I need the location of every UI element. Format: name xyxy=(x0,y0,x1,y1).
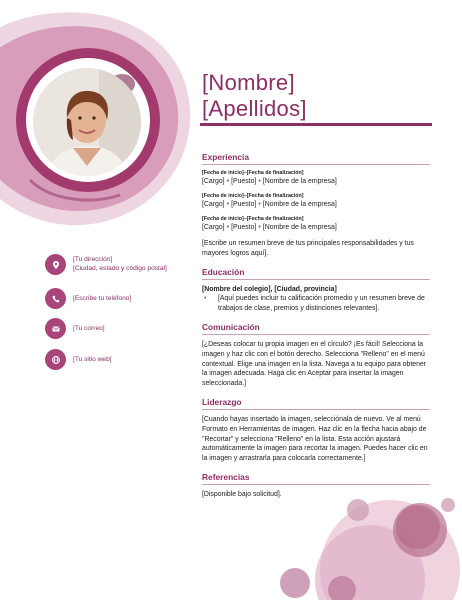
main-content xyxy=(202,152,430,500)
experience-heading: Experiencia xyxy=(202,152,430,165)
decorative-bubbles xyxy=(270,495,462,600)
name-divider xyxy=(200,123,432,126)
communication-heading: Comunicación xyxy=(202,322,430,335)
phone-icon xyxy=(45,288,66,309)
job-dates: [Fecha de inicio]–[Fecha de finalización] xyxy=(202,193,304,199)
communication-text: [¿Deseas colocar tu propia imagen en el círculo? ¡Es fácil! Selecciona la imagen y haz clic con el botón derecho. Selecciona "Relleno" en el menú contextual. Elige una imagen en la lista. Navega a tu equipo para obtener la imagen adecuada. Haga clic en Aceptar para insertar la imagen seleccionada.] xyxy=(202,341,427,387)
references-text: [Disponible bajo solicitud]. xyxy=(202,491,282,499)
portrait-image xyxy=(33,68,141,176)
job-role: [Cargo] • [Puesto] • [Nombre de la empresa] xyxy=(202,201,337,208)
website-text: [Tu sitio web] xyxy=(73,356,112,363)
email-text: [Tu correo] xyxy=(73,325,105,332)
education-heading: Educación xyxy=(202,267,430,280)
leadership-text: [Cuando hayas insertado la imagen, selecciónala de nuevo. Ve al menú Formato en Herramientas de imagen. Haz clic en la flecha hacia abajo de "Recortar" y selecciona "Relleno" en la lista. Esta acción ajustará automáticamente la imagen para recortar la imagen. Puedes hacer clic en la imagen y arrastrarla para colocarla correctamente.] xyxy=(202,416,428,462)
experience-summary: [Escribe un resumen breve de tus principales responsabilidades y tus mayores logros aquí]. xyxy=(202,240,414,257)
school-name: [Nombre del colegio], [Ciudad, provincia] xyxy=(202,286,337,294)
first-name: [Nombre] xyxy=(202,70,295,95)
email-icon xyxy=(45,318,66,339)
job-entry xyxy=(202,216,430,232)
job-entry xyxy=(202,170,430,186)
profile-photo[interactable] xyxy=(33,68,141,176)
web-icon xyxy=(45,349,66,370)
city-line: [Ciudad, estado y código postal] xyxy=(73,265,167,272)
job-dates: [Fecha de inicio]–[Fecha de finalización] xyxy=(202,170,304,176)
location-icon xyxy=(45,254,66,275)
job-entry xyxy=(202,193,430,209)
phone-text: [Escribe tu teléfono] xyxy=(73,295,132,302)
job-role: [Cargo] • [Puesto] • [Nombre de la empresa] xyxy=(202,178,337,185)
name-heading xyxy=(202,70,307,122)
job-role: [Cargo] • [Puesto] • [Nombre de la empresa] xyxy=(202,224,337,231)
last-name: [Apellidos] xyxy=(202,96,307,121)
leadership-heading: Liderazgo xyxy=(202,397,430,410)
references-heading: Referencias xyxy=(202,472,430,485)
job-dates: [Fecha de inicio]–[Fecha de finalización] xyxy=(202,216,304,222)
education-bullet: • [Aquí puedes incluir tu calificación promedio y un resumen breve de trabajos de clase, premios y distinciones relevantes]. xyxy=(204,295,425,312)
address-line: [Tu dirección] xyxy=(73,256,113,263)
